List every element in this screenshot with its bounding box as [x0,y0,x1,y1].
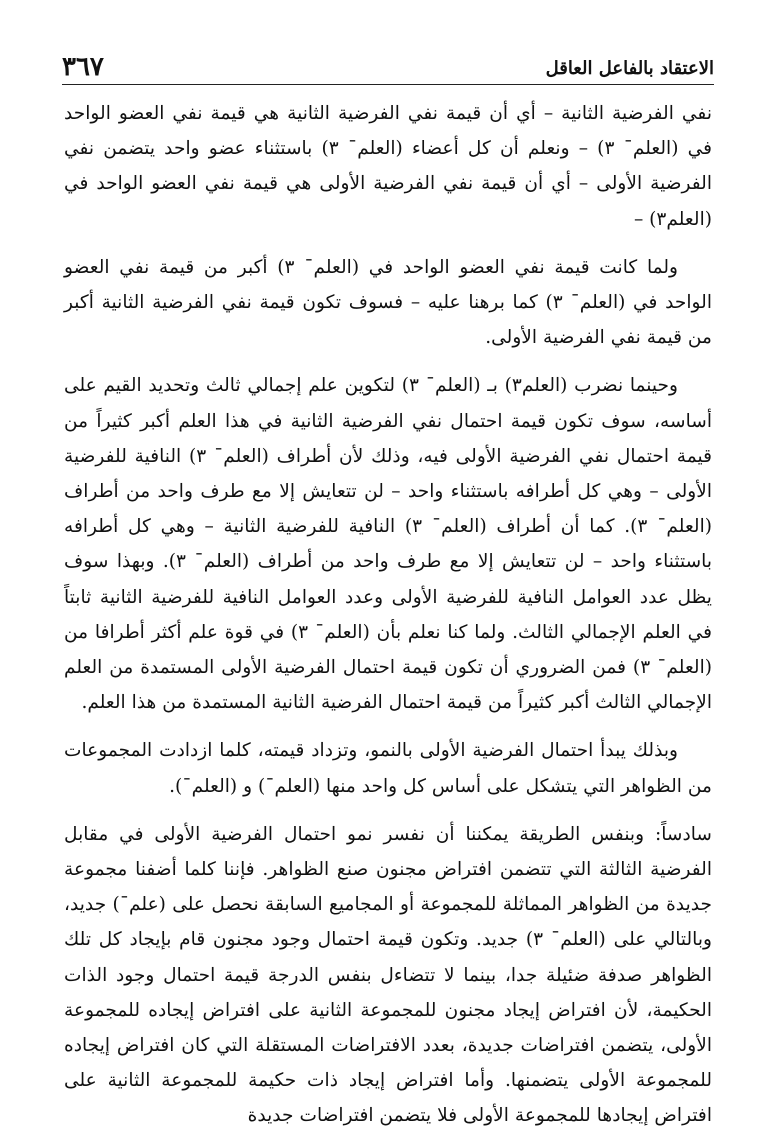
paragraph-4: وبذلك يبدأ احتمال الفرضية الأولى بالنمو، وتزداد قيمته، كلما ازدادت المجموعات من الظواهر التي يتشكل على أساس كل واحد منها (العلم¯) و (العلم¯). [64,740,712,797]
paragraph-2: ولما كانت قيمة نفي العضو الواحد في (العلم¯ ٣) أكبر من قيمة نفي العضو الواحد في (العلم¯ ٣) كما برهنا عليه – فسوف تكون قيمة نفي الفرضية الثانية أكبر من قيمة نفي الفرضية الأولى. [64,256,712,349]
paragraph-1: نفي الفرضية الثانية – أي أن قيمة نفي الفرضية الثانية هي قيمة نفي العضو الواحد في (العلم¯ ٣) – ونعلم أن كل أعضاء (العلم¯ ٣) باستثناء عضو واحد يتضمن نفي الفرضية الأولى – أي أن قيمة نفي الفرضية الأولى هي قيمة نفي العضو الواحد في (العلم٣) – [64,103,712,230]
running-header-title: الاعتقاد بالفاعل العاقل [545,58,714,79]
header-divider [62,84,714,85]
running-header [62,40,714,82]
paragraph-5: سادساً: وبنفس الطريقة يمكننا أن نفسر نمو احتمال الفرضية الأولى في مقابل الفرضية الثالثة التي تتضمن افتراض مجنون صنع الظواهر. فإننا كلما أضفنا مجموعة جديدة من الظواهر المماثلة للمجموعة أو المجاميع السابقة نحصل على (علم¯) جديد، وبالتالي على (العلم¯ ٣) جديد. وتكون قيمة احتمال وجود مجنون قام بإيجاد كل تلك الظواهر صدفة ضئيلة جدا، بينما لا تتضاءل بنفس الدرجة قيمة احتمال وجود الذات الحكيمة، لأن افتراض إيجاد مجنون للمجموعة الثانية على افتراض إيجاده للمجموعة الأولى، يتضمن افتراضات جديدة، بعدد الافتراضات المستقلة التي كان افتراض إيجاده للمجموعة الأولى يتضمنها. وأما افتراض إيجاد ذات حكيمة للمجموعة الثانية على افتراض إيجادها للمجموعة الأولى فلا يتضمن افتراضات جديدة [64,823,712,1127]
page-number: ٣٦٧ [62,52,104,82]
paragraph-3: وحينما نضرب (العلم٣) بـ (العلم¯ ٣) لتكوين علم إجمالي ثالث وتحديد القيم على أساسه، سوف تكون قيمة احتمال نفي الفرضية الثانية في هذا العلم أكبر كثيراً من قيمة احتمال نفي الفرضية الأولى فيه، وذلك لأن أطراف (العلم¯ ٣) النافية للفرضية الأولى – وهي كل أطرافه باستثناء واحد – لن تتعايش إلا مع طرف واحد من أطراف (العلم¯ ٣). كما أن أطراف (العلم¯ ٣) النافية للفرضية الثانية – وهي كل أطرافه باستثناء واحد – لن تتعايش إلا مع طرف واحد من أطراف (العلم¯ ٣). وبهذا سوف يظل عدد العوامل النافية للفرضية الأولى وعدد العوامل النافية للفرضية الثانية ثابتاً في العلم الإجمالي الثالث. ولما كنا نعلم بأن (العلم¯ ٣) في قوة علم أكثر أطرافا من (العلم¯ ٣) فمن الضروري أن تكون قيمة احتمال الفرضية الأولى المستمدة من العلم الإجمالي الثالث أكبر كثيراً من قيمة احتمال الفرضية الثانية المستمدة من هذا العلم. [64,375,712,714]
body-text [64,96,712,1127]
